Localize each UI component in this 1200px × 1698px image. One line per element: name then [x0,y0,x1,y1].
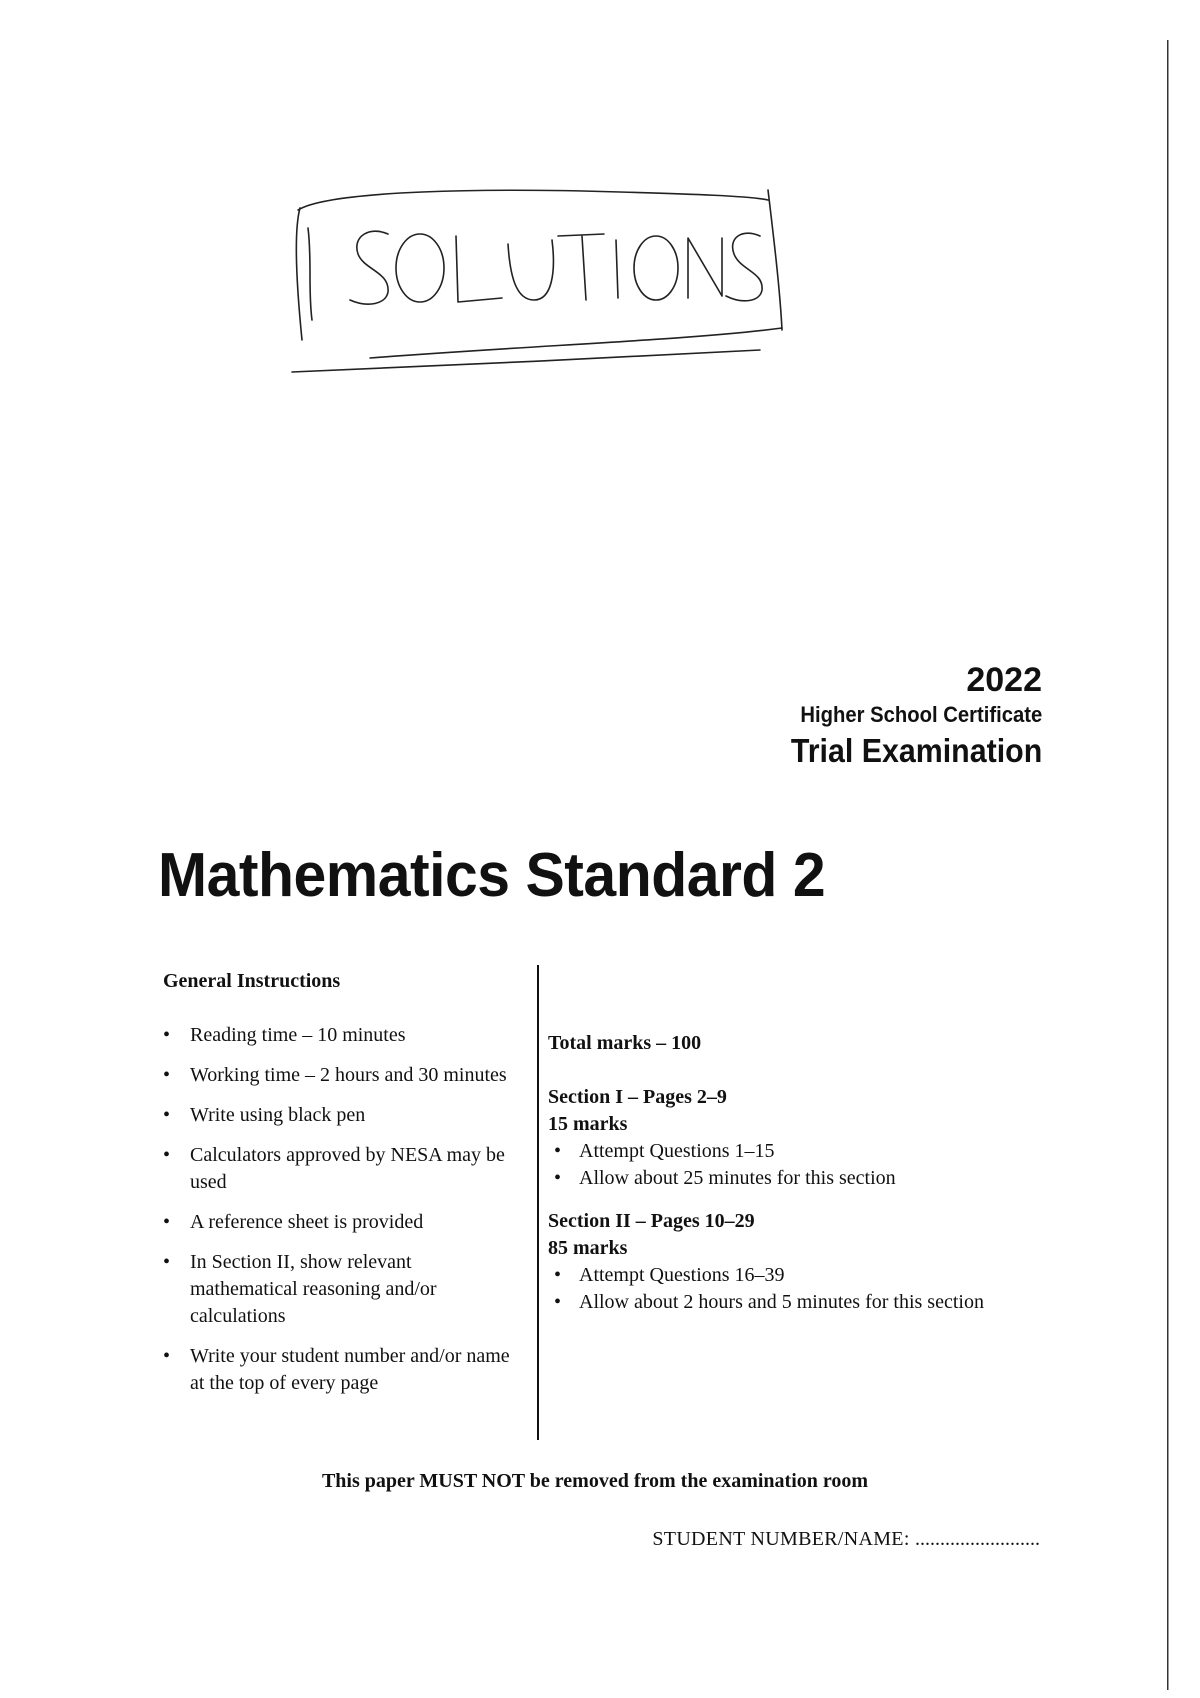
student-label: STUDENT NUMBER/NAME: [652,1528,910,1550]
instructions-heading: General Instructions [163,970,341,992]
marks-summary [548,1030,1018,1332]
solutions-stamp [290,180,850,400]
section-title: Section I – Pages 2–9 [548,1086,727,1108]
removal-warning: This paper MUST NOT be removed from the examination room [321,1470,869,1492]
section-list [548,1138,1018,1192]
exam-header [769,660,1042,772]
instruction-item: • Working time – 2 hours and 30 minutes [163,1062,523,1089]
section-item: • Allow about 25 minutes for this section [548,1165,1018,1192]
student-identifier-line [652,1528,1040,1551]
exam-type: Trial Examination [790,732,1042,769]
instruction-item: • Calculators approved by NESA may be used [163,1142,523,1196]
section-marks: 15 marks [548,1113,628,1135]
section-item: • Attempt Questions 16–39 [548,1262,1018,1289]
section-list [548,1262,1018,1316]
total-marks: Total marks – 100 [548,1032,702,1054]
section-item: • Allow about 2 hours and 5 minutes for this section [548,1289,1018,1316]
section-marks: 85 marks [548,1237,628,1259]
scan-edge-line [1166,40,1170,1690]
instruction-item: • In Section II, show relevant mathematical reasoning and/or calculations [163,1249,523,1330]
section-one [548,1084,1018,1192]
certificate-name: Higher School Certificate [800,702,1042,727]
exam-year: 2022 [966,661,1042,699]
column-divider [537,965,539,1440]
section-title: Section II – Pages 10–29 [548,1210,755,1232]
instruction-item: • A reference sheet is provided [163,1209,523,1236]
instruction-item: • Reading time – 10 minutes [163,1022,523,1049]
subject-title: Mathematics Standard 2 [158,841,826,910]
instruction-item: • Write your student number and/or name at the top of every page [163,1343,523,1397]
instruction-item: • Write using black pen [163,1102,523,1129]
section-two [548,1208,1018,1316]
section-item: • Attempt Questions 1–15 [548,1138,1018,1165]
student-blank: ......................... [915,1528,1040,1550]
instructions-list [163,1022,523,1410]
